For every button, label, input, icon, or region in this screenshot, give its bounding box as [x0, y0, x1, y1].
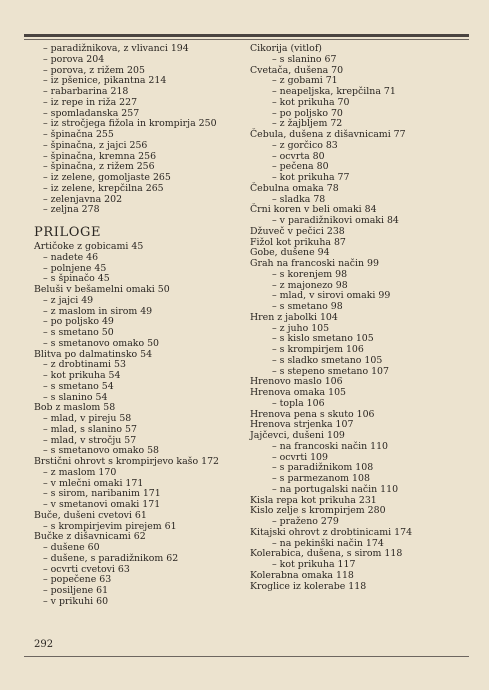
index-subentry: – s špinačo 45: [43, 273, 110, 285]
index-entry: Buče, dušeni cvetovi 61: [34, 509, 147, 521]
index-subentry: – iz pšenice, pikantna 214: [43, 75, 167, 87]
index-subentry: – ocvrti 109: [272, 451, 328, 463]
index-subentry: – v smetanovi omaki 171: [43, 499, 161, 510]
index-subentry: – z maslom 170: [43, 466, 117, 478]
index-subentry: – popečene 63: [43, 574, 112, 586]
left-column: [34, 44, 239, 608]
index-subentry: – s sirom, naribanim 171: [43, 488, 161, 500]
index-subentry: – porova, z rižem 205: [43, 64, 145, 76]
index-subentry: – na portugalski način 110: [272, 483, 399, 495]
right-entries: [250, 44, 470, 592]
index-subentry: – s smetanovo omako 50: [43, 337, 160, 349]
index-subentry: – špinačna, z jajci 256: [43, 139, 148, 151]
index-subentry: – v paradižnikovi omaki 84: [272, 215, 399, 226]
index-entry: Grah na francoski način 99: [250, 258, 379, 269]
index-subentry: – ocvrta 80: [272, 150, 325, 162]
index-entry: Bučke z dišavnicami 62: [34, 531, 146, 543]
index-subentry: – rabarbarina 218: [43, 86, 129, 97]
index-entry: Artičoke z gobicami 45: [34, 241, 144, 252]
index-subentry: – praženo 279: [272, 516, 339, 527]
index-entry: Čebula, dušena z dišavnicami 77: [250, 129, 406, 140]
index-subentry: – z jajci 49: [43, 294, 94, 306]
index-entry: Črni koren v beli omaki 84: [250, 204, 377, 216]
index-subentry: – kot prikuha 77: [272, 172, 350, 183]
index-subentry: – paradižnikova, z vlivanci 194: [43, 43, 189, 54]
index-subentry: – spomladanska 257: [43, 107, 140, 119]
index-entry: Cikorija (vitlof): [250, 43, 322, 54]
index-subentry: – s kislo smetano 105: [272, 333, 374, 345]
index-subentry: – z majonezo 98: [272, 279, 348, 291]
index-subentry: – porova 204: [43, 53, 105, 65]
index-subentry: – po poljsko 70: [272, 107, 343, 119]
index-subentry: – po poljsko 49: [43, 316, 114, 328]
index-subentry: – z gobami 71: [272, 75, 338, 87]
index-subentry: – neapeljska, krepčilna 71: [272, 86, 396, 97]
index-subentry: – s paradižnikom 108: [272, 462, 374, 474]
index-subentry: – s slanino 67: [272, 53, 337, 65]
index-subentry: – s smetano 98: [272, 301, 343, 312]
right-column: [250, 44, 470, 592]
index-entry: Jajčevci, dušeni 109: [250, 430, 345, 441]
index-subentry: – mlad, v sirovi omaki 99: [272, 290, 391, 302]
index-subentry: – mlad, v pireju 58: [43, 413, 132, 424]
index-subentry: – z gorčico 83: [272, 139, 338, 151]
index-subentry: – dušene 60: [43, 542, 100, 553]
index-entry: Hrenova pena s skuto 106: [250, 408, 375, 420]
index-entry: Hrenova omaka 105: [250, 387, 347, 398]
index-entry: Cvetača, dušena 70: [250, 64, 344, 76]
index-subentry: – s smetano 54: [43, 380, 114, 392]
index-subentry: – s smetanovo omako 58: [43, 445, 160, 457]
index-subentry: – v prikuhi 60: [43, 595, 109, 607]
index-subentry: – polnjene 45: [43, 262, 107, 274]
index-subentry: – špinačna 255: [43, 129, 114, 140]
index-subentry: – zeljna 278: [43, 204, 100, 216]
index-subentry: – pečena 80: [272, 161, 329, 173]
index-subentry: – sladka 78: [272, 193, 326, 205]
index-subentry: – v mlečni omaki 171: [43, 477, 144, 489]
top-rule-thin: [24, 39, 469, 40]
index-subentry: – z maslom in sirom 49: [43, 305, 153, 317]
index-subentry: – iz zelene, krepčilna 265: [43, 182, 164, 194]
top-rule: [24, 34, 469, 37]
index-subentry: – na pekinški način 174: [272, 537, 384, 549]
index-subentry: – topla 106: [272, 397, 325, 409]
index-subentry: – nadete 46: [43, 251, 99, 263]
index-subentry: – s krompirjevim pirejem 61: [43, 520, 177, 532]
index-subentry: – kot prikuha 117: [272, 559, 356, 570]
index-entry: Blitva po dalmatinsko 54: [34, 348, 153, 360]
section-heading: PRILOGE: [34, 225, 102, 240]
index-entry: Kitajski ohrovt z drobtinicami 174: [250, 526, 413, 538]
index-entry: Hren z jabolki 104: [250, 311, 338, 323]
index-entry: Bob z maslom 58: [34, 402, 116, 414]
index-subentry: – kot prikuha 70: [272, 96, 350, 108]
index-subentry: – s krompirjem 106: [272, 344, 364, 355]
index-subentry: – iz stročjega fižola in krompirja 250: [43, 118, 217, 130]
index-subentry: – na francoski način 110: [272, 440, 389, 452]
index-entry: Fižol kot prikuha 87: [250, 236, 346, 248]
index-subentry: – s sladko smetano 105: [272, 354, 383, 366]
left-section-entries: [34, 242, 239, 608]
bottom-rule: [24, 656, 469, 657]
index-entry: Gobe, dušene 94: [250, 247, 330, 259]
index-entry: Hrenova strjenka 107: [250, 419, 354, 431]
index-subentry: – z žajbljem 72: [272, 118, 343, 130]
index-subentry: – s stepeno smetano 107: [272, 365, 389, 377]
index-subentry: – mlad, s slanino 57: [43, 423, 137, 435]
index-subentry: – s slanino 54: [43, 391, 108, 403]
index-entry: Kislo zelje s krompirjem 280: [250, 505, 386, 517]
index-entry: Kroglice iz kolerabe 118: [250, 580, 367, 592]
index-subentry: – z drobtinami 53: [43, 359, 126, 371]
left-top-entries: [34, 44, 239, 216]
index-subentry: – kot prikuha 54: [43, 370, 121, 381]
index-subentry: – špinačna, z rižem 256: [43, 161, 155, 173]
index-subentry: – s smetano 50: [43, 327, 114, 338]
index-subentry: – zelenjavna 202: [43, 193, 123, 205]
index-subentry: – s parmezanom 108: [272, 473, 370, 484]
index-subentry: – posiljene 61: [43, 585, 109, 596]
index-subentry: – ocvrti cvetovi 63: [43, 563, 130, 575]
index-entry: Kolerabna omaka 118: [250, 569, 354, 581]
index-subentry: – z juho 105: [272, 322, 330, 334]
index-entry: Hrenovo maslo 106: [250, 376, 343, 388]
index-subentry: – dušene, s paradižnikom 62: [43, 552, 179, 564]
index-subentry: – iz zelene, gomoljaste 265: [43, 172, 171, 183]
index-entry: Beluši v bešamelni omaki 50: [34, 284, 170, 295]
index-subentry: – iz repe in riža 227: [43, 96, 138, 108]
index-entry: Džuveč v pečici 238: [250, 225, 345, 237]
index-subentry: – špinačna, kremna 256: [43, 150, 157, 162]
page-number: 292: [34, 639, 54, 650]
index-entry: Kolerabica, dušena, s sirom 118: [250, 548, 403, 560]
index-entry: Kisla repa kot prikuha 231: [250, 494, 377, 506]
index-subentry: – s korenjem 98: [272, 268, 348, 280]
index-entry: Čebulna omaka 78: [250, 182, 339, 194]
index-entry: Brstični ohrovt s krompirjevo kašo 172: [34, 456, 220, 467]
index-subentry: – mlad, v stročju 57: [43, 434, 137, 446]
